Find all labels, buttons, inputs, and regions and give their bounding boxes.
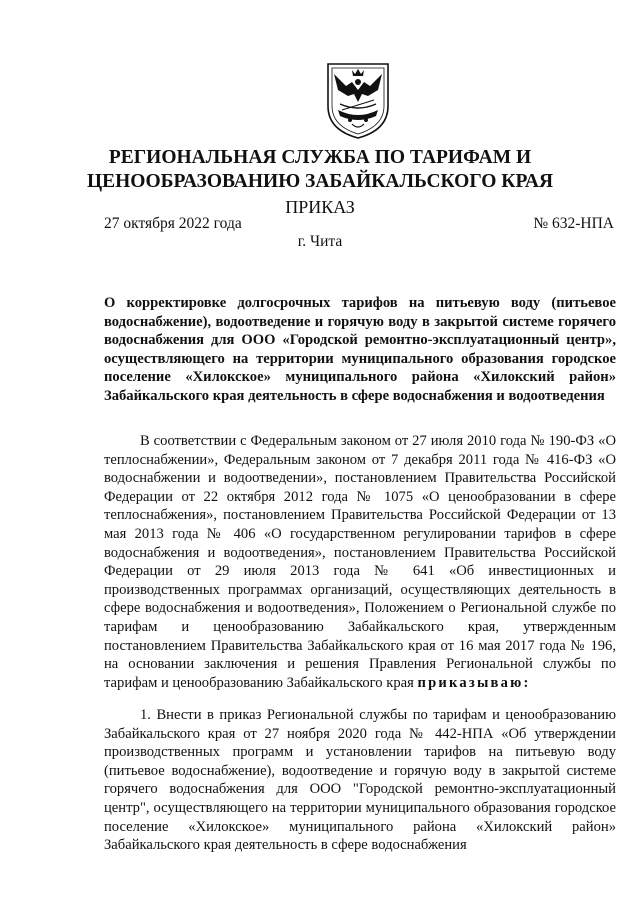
- order-title: О корректировке долгосрочных тарифов на питьевую воду (питьевое водоснабжение), водоотведение и горячую воду в закрытой системе горячего водоснабжения для ООО «Городской ремонтно-эксплуатационный центр», осуществляющего на территории муниципального образования городское поселение «Хилокское» муниципального района «Хилокский район» Забайкальского края деятельность в сфере водоснабжения и водоотведения: [104, 295, 616, 404]
- agency-name: [0, 146, 640, 194]
- preamble-paragraph: [104, 432, 616, 692]
- document-type: ПРИКАЗ: [285, 197, 355, 217]
- preamble-text: В соответствии с Федеральным законом от 27 июля 2010 года № 190-ФЗ «О теплоснабжении», Федеральным законом от 7 декабря 2011 года № 416-ФЗ «О водоснабжении и водоотведении», постановлением Правительства Российской Федерации от 22 октября 2012 года № 1075 «О ценообразовании в сфере теплоснабжения», постановлением Правительства Российской Федерации от 13 мая 2013 года № 406 «О государственном регулировании тарифов в сфере водоснабжения и водоотведения», постановлением Правительства Российской Федерации от 29 июля 2013 года № 641 «Об инвестиционных и производственных программах организаций, осуществляющих деятельность в сфере водоснабжения и водоотведения», Положением о Региональной службе по тарифам и ценообразованию Забайкальского края, утвержденным постановлением Правительства Забайкальского края от 16 мая 2017 года № 196, на основании заключения и решения Правления Региональной службы по тарифам и ценообразованию Забайкальского края: [104, 433, 616, 691]
- agency-name-line1: РЕГИОНАЛЬНАЯ СЛУЖБА ПО ТАРИФАМ И: [108, 147, 532, 168]
- document-number: № 632-НПА: [533, 215, 614, 232]
- order-word: приказываю:: [417, 674, 531, 691]
- coat-of-arms-icon: [322, 60, 394, 140]
- clause-1-paragraph: 1. Внести в приказ Региональной службы по тарифам и ценообразованию Забайкальского края от 27 ноября 2020 года № 442-НПА «Об утверждении производственных программ и установлении тарифов на питьевую воду (питьевое водоснабжение), водоотведение и горячую воду в закрытой системе горячего водоснабжения для ООО "Городской ремонтно-эксплуатационный центр", осуществляющего на территории муниципального образования городское поселение «Хилокское» муниципального района «Хилокский район» Забайкальского края деятельность в сфере водоснабжения: [104, 707, 616, 854]
- document-date: 27 октября 2022 года: [104, 215, 242, 232]
- document-city: г. Чита: [297, 233, 343, 250]
- agency-name-line2: ЦЕНООБРАЗОВАНИЮ ЗАБАЙКАЛЬСКОГО КРАЯ: [86, 171, 554, 192]
